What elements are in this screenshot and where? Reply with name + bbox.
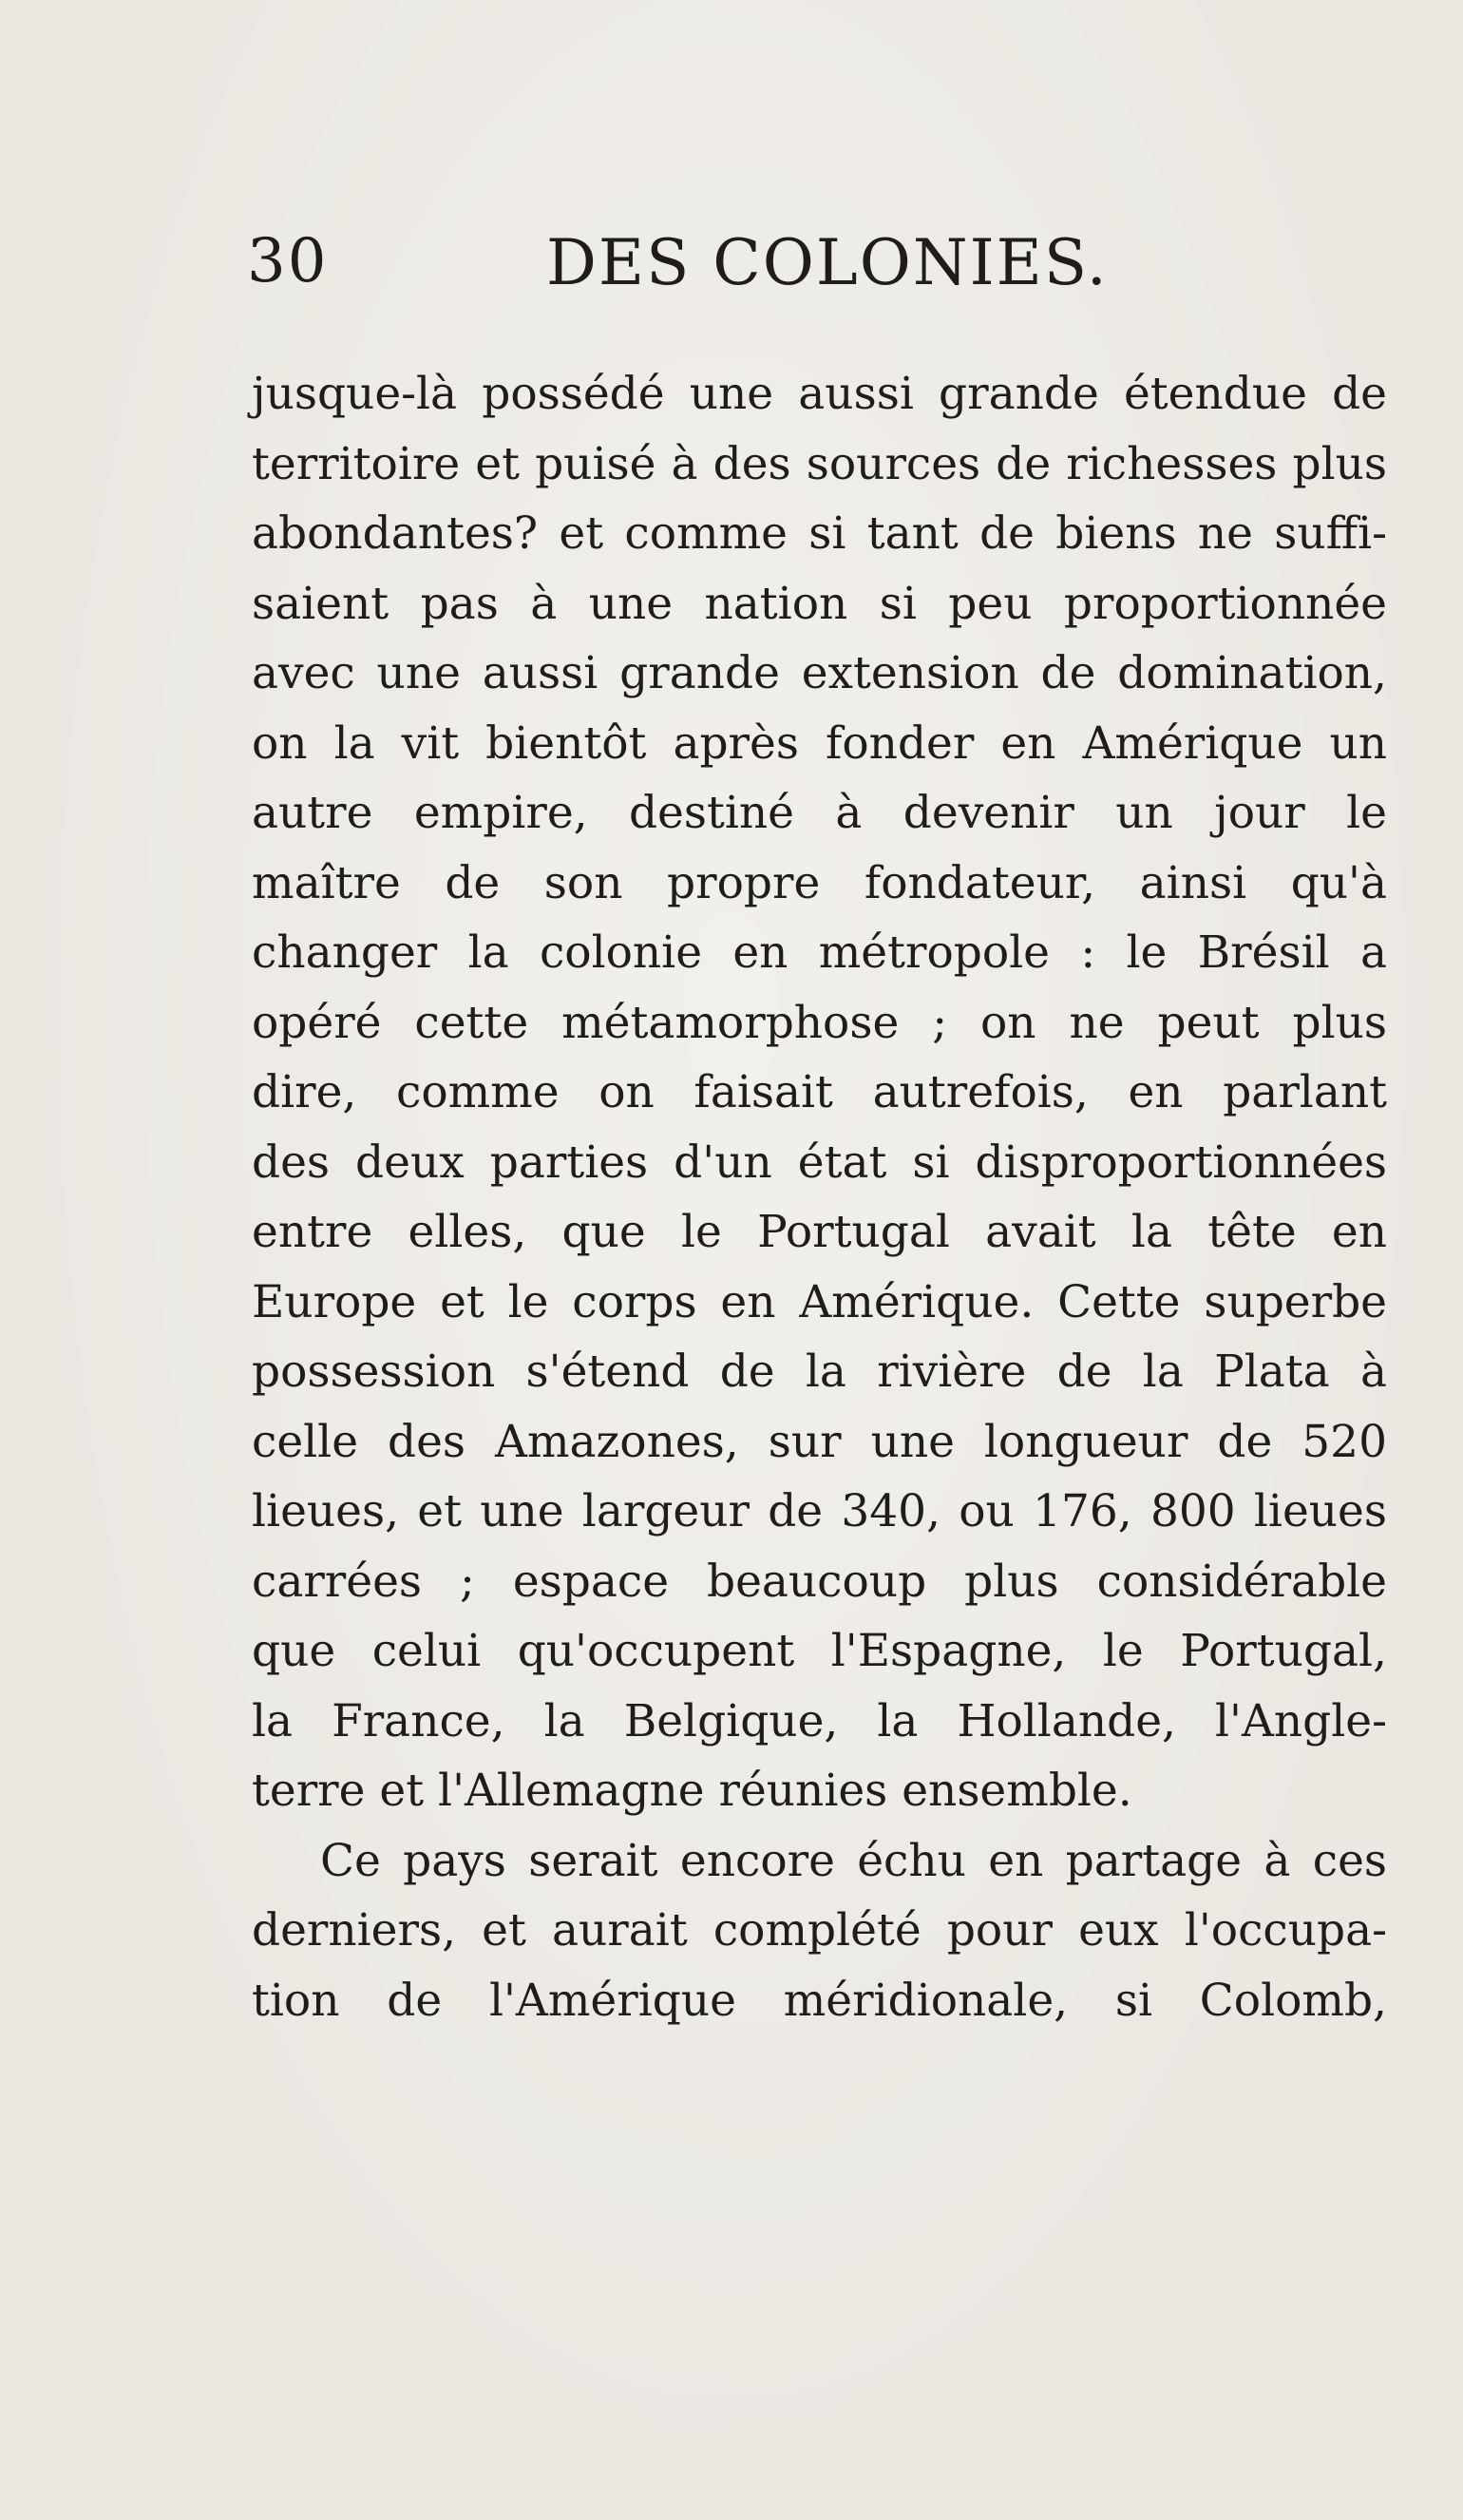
text-line: celle des Amazones, sur une longueur de 520 — [252, 1415, 1387, 1468]
body-text — [252, 359, 1387, 2035]
text-line: tion de l'Amérique méridionale, si Colomb, — [252, 1974, 1387, 2027]
text-line: que celui qu'occupent l'Espagne, le Portugal, — [252, 1625, 1387, 1677]
text-line: jusque-là possédé une aussi grande étendue de — [252, 368, 1387, 420]
text-line: terre et l'Allemagne réunies ensemble. — [252, 1765, 1132, 1817]
text-line: maître de son propre fondateur, ainsi qu'à — [252, 856, 1387, 909]
text-line: lieues, et une largeur de 340, ou 176, 800 lieues — [252, 1485, 1387, 1537]
text-line: opéré cette métamorphose ; on ne peut plus — [252, 996, 1387, 1049]
text-line: dire, comme on faisait autrefois, en parlant — [252, 1066, 1387, 1118]
running-title: DES COLONIES. — [546, 226, 1109, 299]
text-line: la France, la Belgique, la Hollande, l'Angle- — [252, 1694, 1387, 1747]
text-line: derniers, et aurait complété pour eux l'occupa- — [252, 1904, 1387, 1957]
text-line: autre empire, destiné à devenir un jour le — [252, 787, 1387, 839]
text-line: Europe et le corps en Amérique. Cette superbe — [252, 1275, 1387, 1328]
text-line: abondantes? et comme si tant de biens ne suffi- — [252, 507, 1387, 560]
text-line: on la vit bientôt après fonder en Amérique un — [252, 716, 1387, 770]
text-line: des deux parties d'un état si disproportionnées — [252, 1136, 1387, 1189]
text-line: avec une aussi grande extension de domination, — [252, 647, 1387, 699]
text-line: carrées ; espace beaucoup plus considérable — [252, 1555, 1387, 1608]
page-header — [247, 226, 1387, 302]
text-line: entre elles, que le Portugal avait la tête en — [252, 1206, 1387, 1258]
text-line: possession s'étend de la rivière de la Plata à — [252, 1346, 1387, 1398]
text-line: territoire et puisé à des sources de richesses plus — [252, 437, 1387, 490]
text-line: saient pas à une nation si peu proportionnée — [252, 577, 1387, 630]
text-line: Ce pays serait encore échu en partage à ces — [320, 1834, 1387, 1887]
text-line: changer la colonie en métropole : le Brésil a — [252, 926, 1387, 979]
page-number: 30 — [247, 226, 329, 296]
